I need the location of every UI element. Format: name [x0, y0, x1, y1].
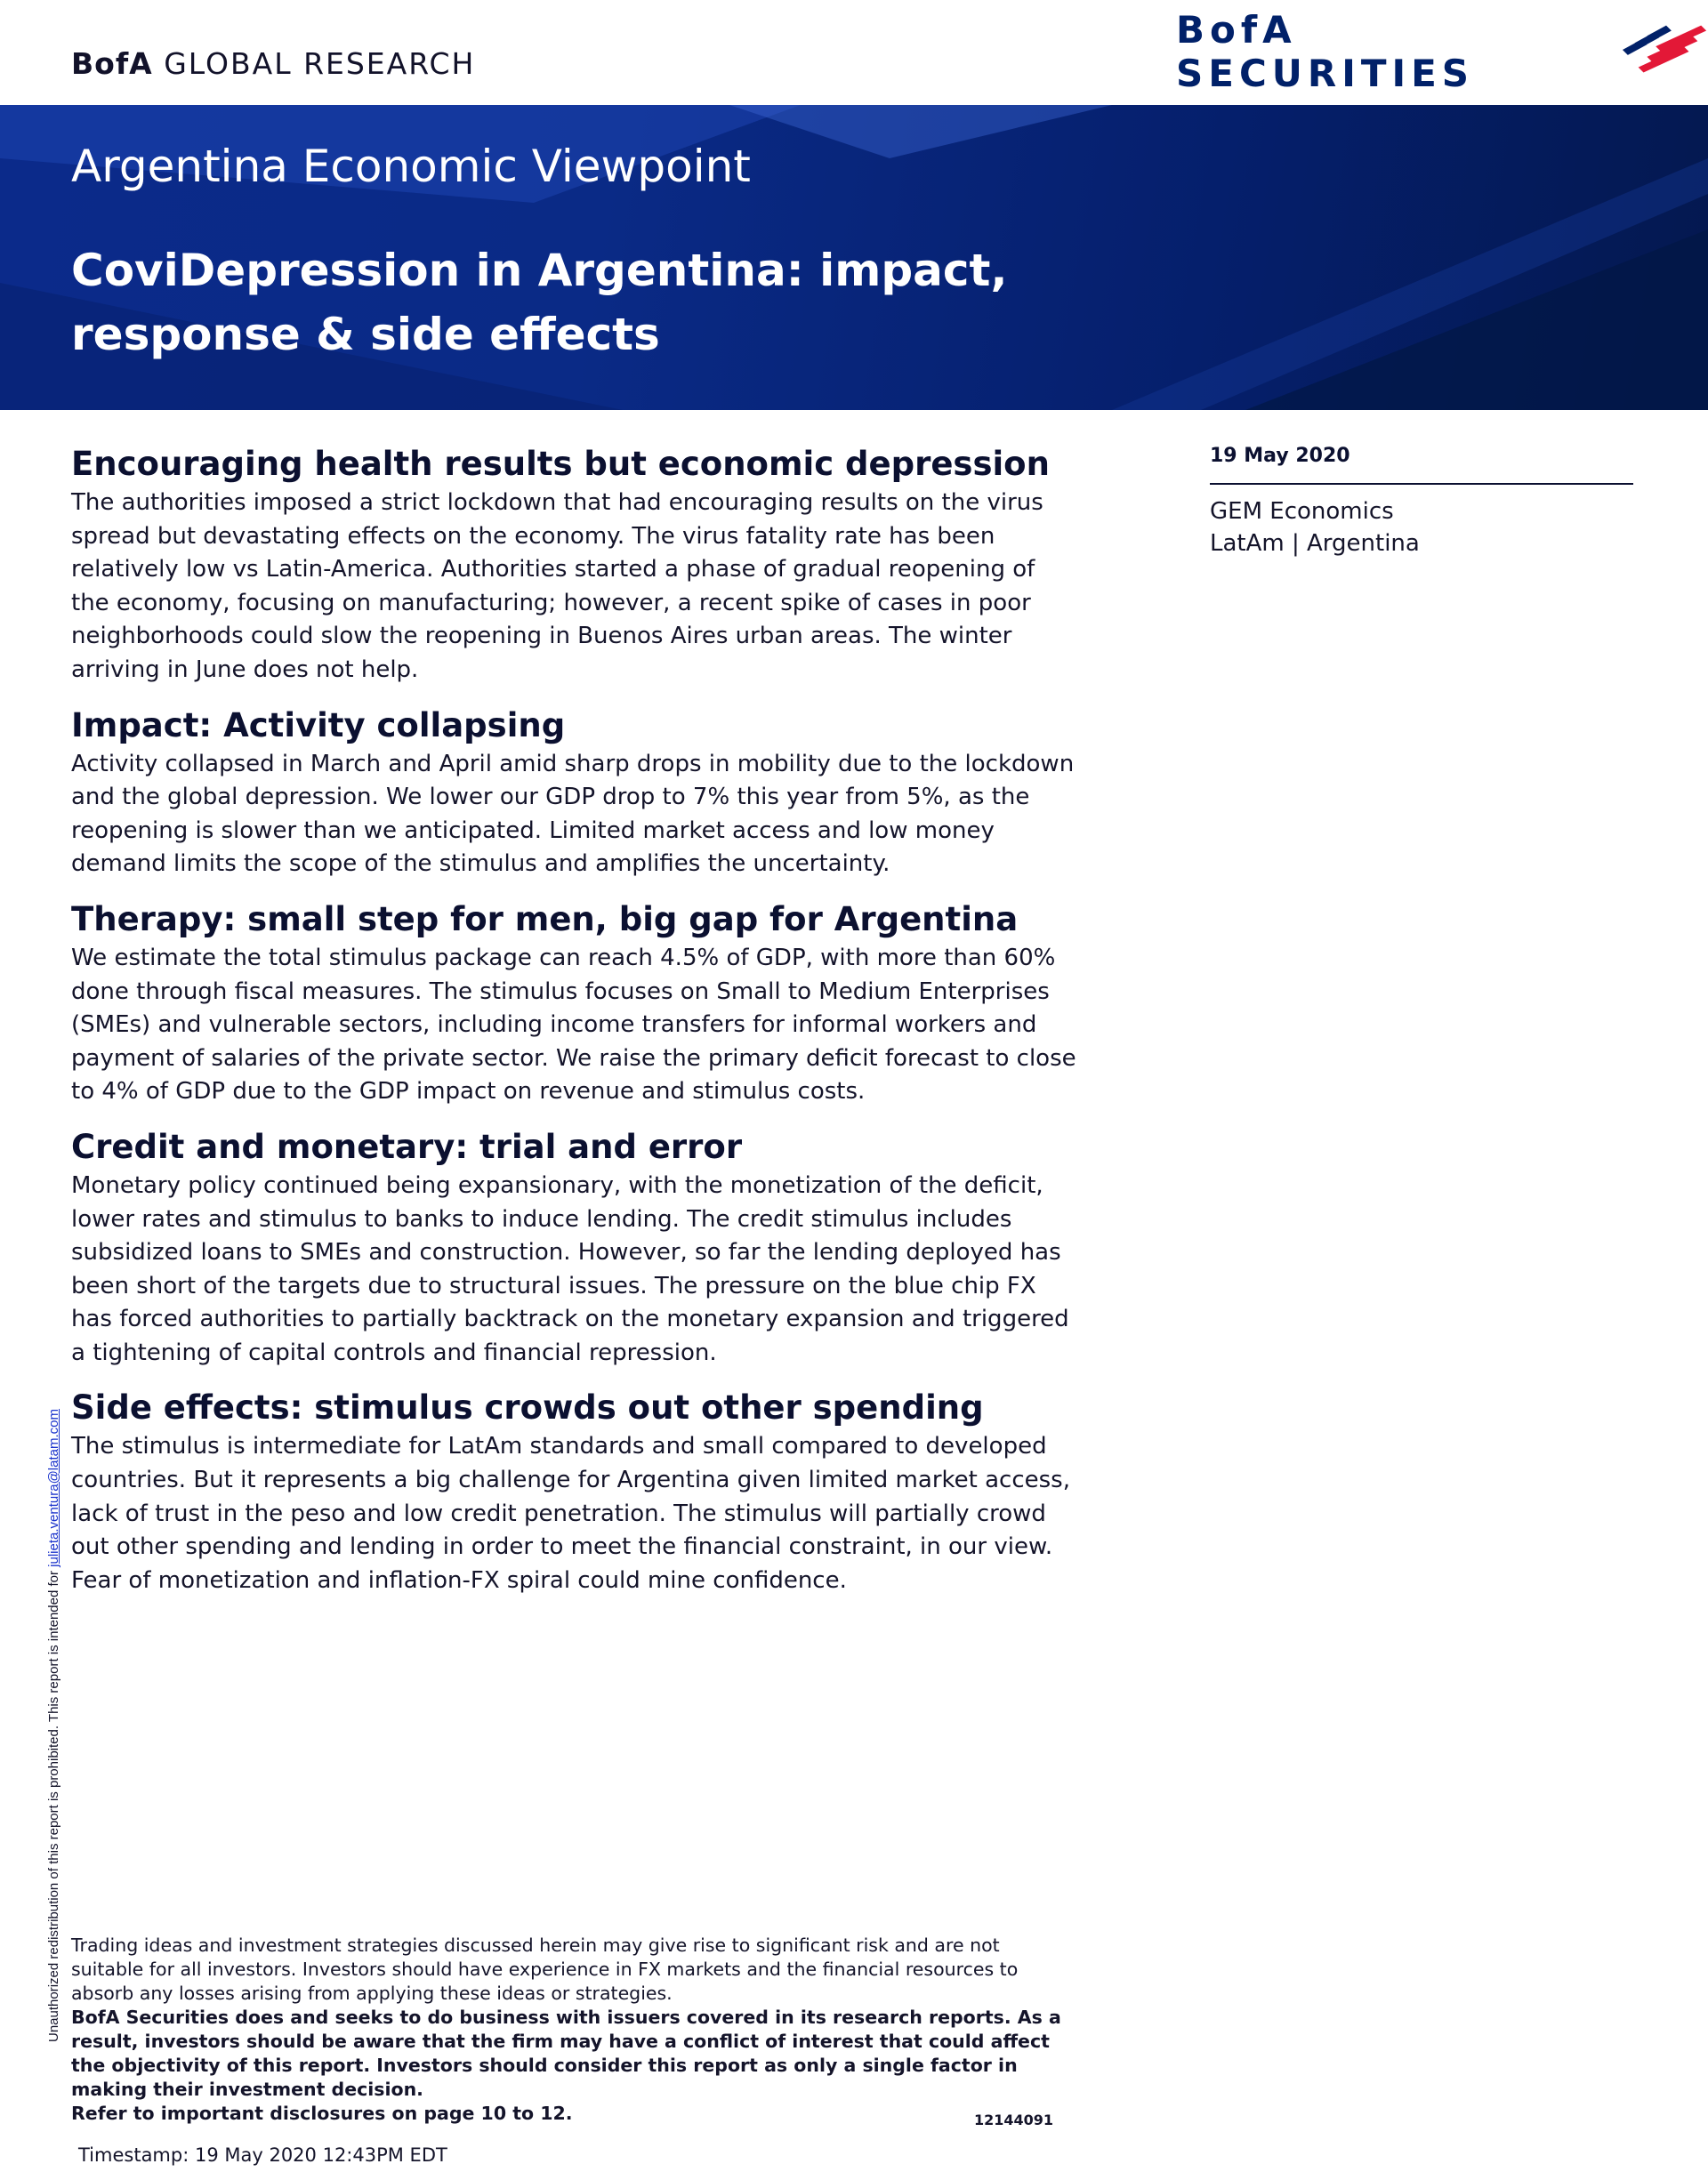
flag-icon	[1621, 23, 1708, 80]
report-date: 19 May 2020	[1210, 445, 1633, 485]
section-heading: Side effects: stimulus crowds out other spending	[71, 1388, 984, 1428]
summary-body	[71, 442, 1076, 1613]
bofa-securities-logo	[1176, 8, 1708, 95]
section-credit-monetary	[71, 1125, 1076, 1371]
research-brand-rest: GLOBAL RESEARCH	[152, 46, 476, 81]
report-header	[0, 0, 1708, 105]
timestamp: Timestamp: 19 May 2020 12:43PM EDT	[78, 2144, 447, 2166]
risk-disclaimer: Trading ideas and investment strategies discussed herein may give rise to significant risk and are not suitable for all investors. Investors should have experience in FX markets and the financial resources to absorb any losses arising from applying these ideas or strategies.	[71, 1935, 1019, 2004]
section-health	[71, 442, 1076, 688]
section-text: The authorities imposed a strict lockdown that had encouraging results on the virus spread but devastating effects on the economy. The virus fatality rate has been relatively low vs Latin-America. Authorities started a phase of gradual reopening of the economy, focusing on manufacturing; however, a recent spike of cases in poor neighborhoods could slow the reopening in Buenos Aires urban areas. The winter arriving in June does not help.	[71, 489, 1043, 683]
document-id: 12144091	[974, 2112, 1054, 2128]
report-category	[1210, 495, 1633, 559]
section-text: The stimulus is intermediate for LatAm standards and small compared to developed countries. But it represents a big challenge for Argentina given limited market access, lack of trust in the peso and low credit penetration. The stimulus will partially crowd out other spending and lending in order to meet the financial constraint, in our view. Fear of monetization and inflation-FX spiral could mine confidence.	[71, 1433, 1070, 1594]
title-banner	[0, 105, 1708, 410]
report-title-line-1: CoviDepression in Argentina: impact,	[71, 245, 1008, 296]
conflict-disclaimer: BofA Securities does and seeks to do business with issuers covered in its research reports. As a result, investors should be aware that the firm may have a conflict of interest that could affect the objectivity of this report. Investors should consider this report as only a single factor in making their investment decision.	[71, 2007, 1061, 2100]
redistribution-notice	[46, 1409, 61, 2042]
research-brand	[71, 46, 475, 81]
section-heading: Credit and monetary: trial and error	[71, 1127, 743, 1166]
section-heading: Impact: Activity collapsing	[71, 705, 566, 744]
section-side-effects	[71, 1386, 1076, 1597]
report-title	[71, 238, 1050, 366]
section-text: Monetary policy continued being expansionary, with the monetization of the deficit, lower rates and stimulus to banks to induce lending. The credit stimulus includes subsidized loans to SMEs and construction. However, so far the lending deployed has been short of the targets due to structural issues. The pressure on the blue chip FX has forced authorities to partially backtrack on the monetary expansion and triggered a tightening of capital controls and financial repression.	[71, 1171, 1069, 1366]
section-heading: Therapy: small step for men, big gap for Argentina	[71, 899, 1019, 938]
recipient-email-link[interactable]: julieta.ventura@latam.com	[46, 1409, 61, 1567]
logo-text: BofA SECURITIES	[1176, 8, 1475, 95]
section-text: We estimate the total stimulus package can reach 4.5% of GDP, with more than 60% done through fiscal measures. The stimulus focuses on Small to Medium Enterprises (SMEs) and vulnerable sectors, including income transfers for informal workers and payment of salaries of the private sector. We raise the primary deficit forecast to close to 4% of GDP due to the GDP impact on revenue and stimulus costs.	[71, 944, 1076, 1106]
section-impact	[71, 704, 1076, 881]
section-therapy	[71, 897, 1076, 1109]
report-meta-sidebar	[1210, 445, 1633, 559]
section-heading: Encouraging health results but economic depression	[71, 445, 1050, 483]
research-brand-bold: BofA	[71, 46, 153, 81]
report-series: Argentina Economic Viewpoint	[71, 141, 751, 192]
team-name: GEM Economics	[1210, 498, 1394, 525]
report-title-line-2: response & side effects	[71, 309, 660, 360]
region-country: LatAm | Argentina	[1210, 530, 1420, 557]
redistribution-notice-text: Unauthorized redistribution of this report is prohibited. This report is intended for	[46, 1566, 61, 2042]
disclosures-reference: Refer to important disclosures on page 10 to 12.	[71, 2103, 573, 2124]
disclaimer-block	[71, 1934, 1068, 2126]
section-text: Activity collapsed in March and April amid sharp drops in mobility due to the lockdown and the global depression. We lower our GDP drop to 7% this year from 5%, as the reopening is slower than we anticipated. Limited market access and low money demand limits the scope of the stimulus and amplifies the uncertainty.	[71, 750, 1075, 878]
